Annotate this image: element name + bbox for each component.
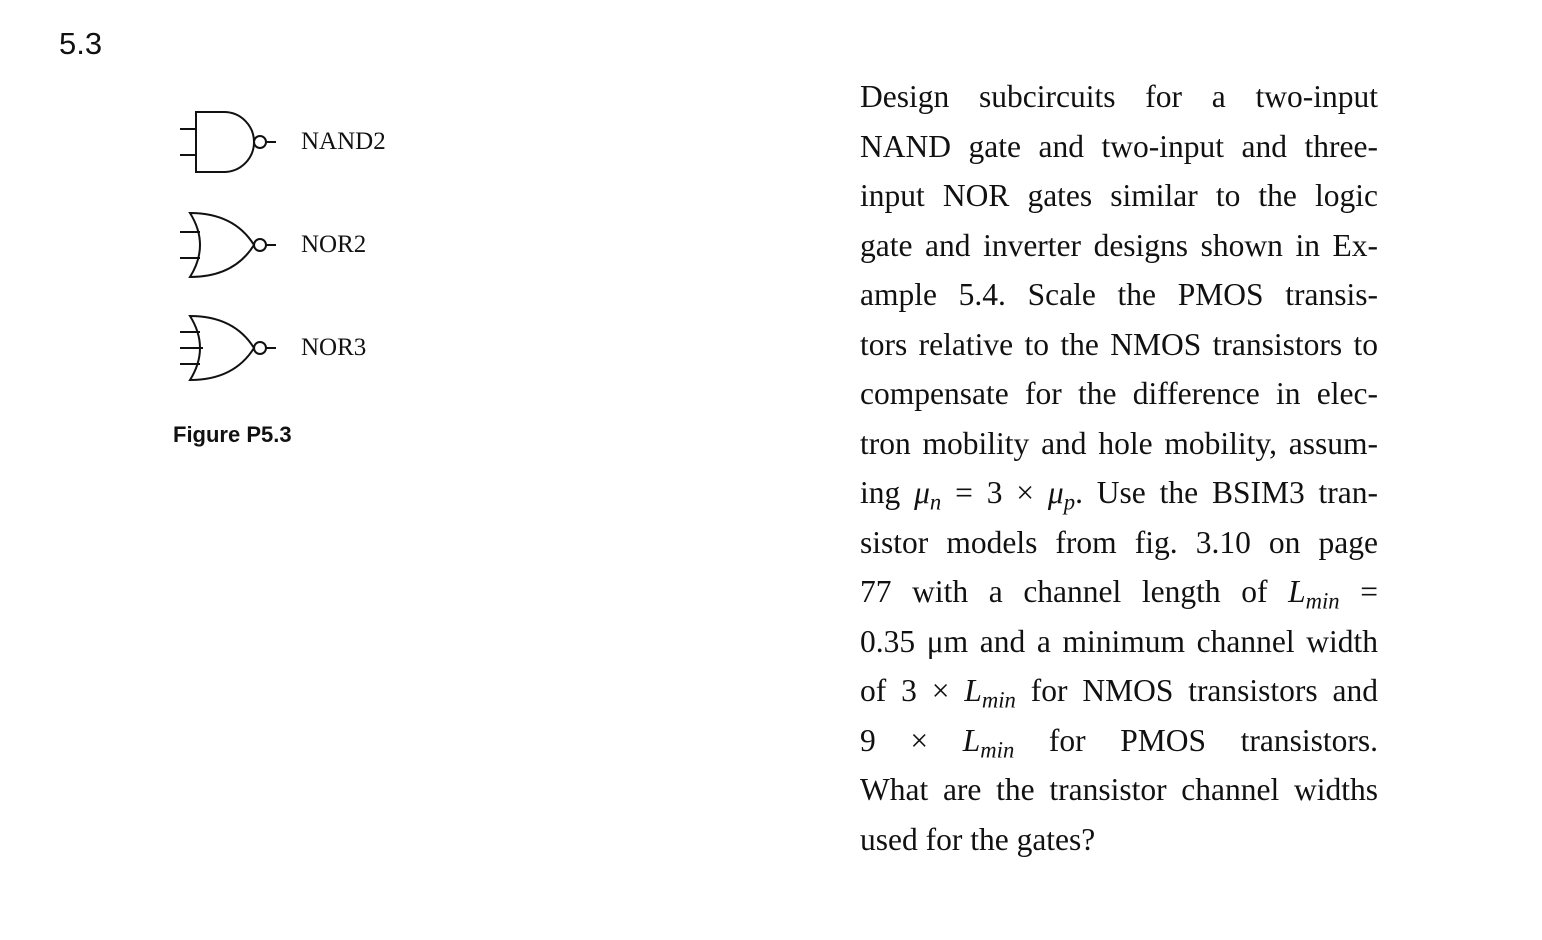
- nand-gate-icon: [176, 108, 286, 178]
- mu-letter: μ: [1047, 475, 1064, 510]
- l-letter: L: [1288, 574, 1306, 609]
- gate-label-nor3: NOR3: [301, 334, 367, 361]
- problem-number: 5.3: [59, 26, 103, 61]
- l-letter: L: [962, 722, 981, 758]
- gate-label-nor2: NOR2: [301, 231, 367, 258]
- subscript-p: p: [1063, 489, 1076, 515]
- equals-sign: =: [1360, 574, 1379, 609]
- subscript-min: min: [980, 736, 1015, 762]
- text-fragment: 9 ×: [860, 722, 929, 758]
- text-line: NAND gate and two-input and three-: [860, 128, 1378, 164]
- text-line: input NOR gates similar to the logic: [860, 178, 1378, 213]
- gate-label-nand2: NAND2: [301, 128, 386, 155]
- gate-nor2: [176, 211, 436, 283]
- text-fragment: for NMOS transistors and: [1030, 673, 1379, 708]
- l-min-symbol: [964, 673, 1016, 713]
- subscript-min: min: [981, 687, 1016, 713]
- text-line: ample 5.4. Scale the PMOS transis-: [860, 277, 1378, 312]
- subscript-n: n: [929, 489, 942, 515]
- mu-letter: μ: [914, 475, 930, 510]
- problem-statement: [860, 72, 1378, 864]
- text-fragment: of 3 ×: [860, 673, 950, 708]
- text-fragment: = 3 ×: [955, 475, 1035, 510]
- l-min-symbol: [962, 722, 1015, 762]
- subscript-min: min: [1305, 588, 1340, 614]
- gate-nor3: [176, 314, 436, 386]
- text-fragment: ing: [860, 475, 901, 510]
- text-line: Design subcircuits for a two-input: [860, 79, 1378, 114]
- figure-caption: Figure P5.3: [173, 422, 292, 447]
- gate-nand2: [176, 108, 436, 180]
- mu-p-symbol: [1047, 475, 1076, 515]
- text-line: gate and inverter designs shown in Ex-: [860, 227, 1378, 263]
- text-line-pmos-width: [860, 716, 1378, 766]
- l-min-symbol: [1288, 574, 1340, 614]
- text-fragment: for PMOS transistors.: [1048, 722, 1378, 758]
- text-fragment: 77 with a channel length of: [860, 574, 1268, 609]
- text-line: What are the transistor channel widths: [860, 772, 1378, 807]
- text-line: used for the gates?: [860, 821, 1096, 857]
- l-letter: L: [964, 673, 982, 708]
- text-fragment: . Use the BSIM3 tran-: [1075, 475, 1379, 510]
- text-line: 0.35 μm and a minimum channel width: [860, 623, 1378, 659]
- text-line: compensate for the difference in elec-: [860, 376, 1378, 411]
- text-line-channel-length: [860, 567, 1378, 617]
- text-line: sistor models from fig. 3.10 on page: [860, 524, 1378, 560]
- text-line-nmos-width: [860, 666, 1378, 716]
- nor3-gate-icon: [176, 314, 286, 384]
- text-line: tors relative to the NMOS transistors to: [860, 326, 1378, 362]
- text-line-mobility-relation: [860, 468, 1378, 518]
- nor-gate-icon: [176, 211, 286, 281]
- mu-n-symbol: [914, 475, 942, 515]
- text-line: tron mobility and hole mobility, assum-: [860, 425, 1378, 461]
